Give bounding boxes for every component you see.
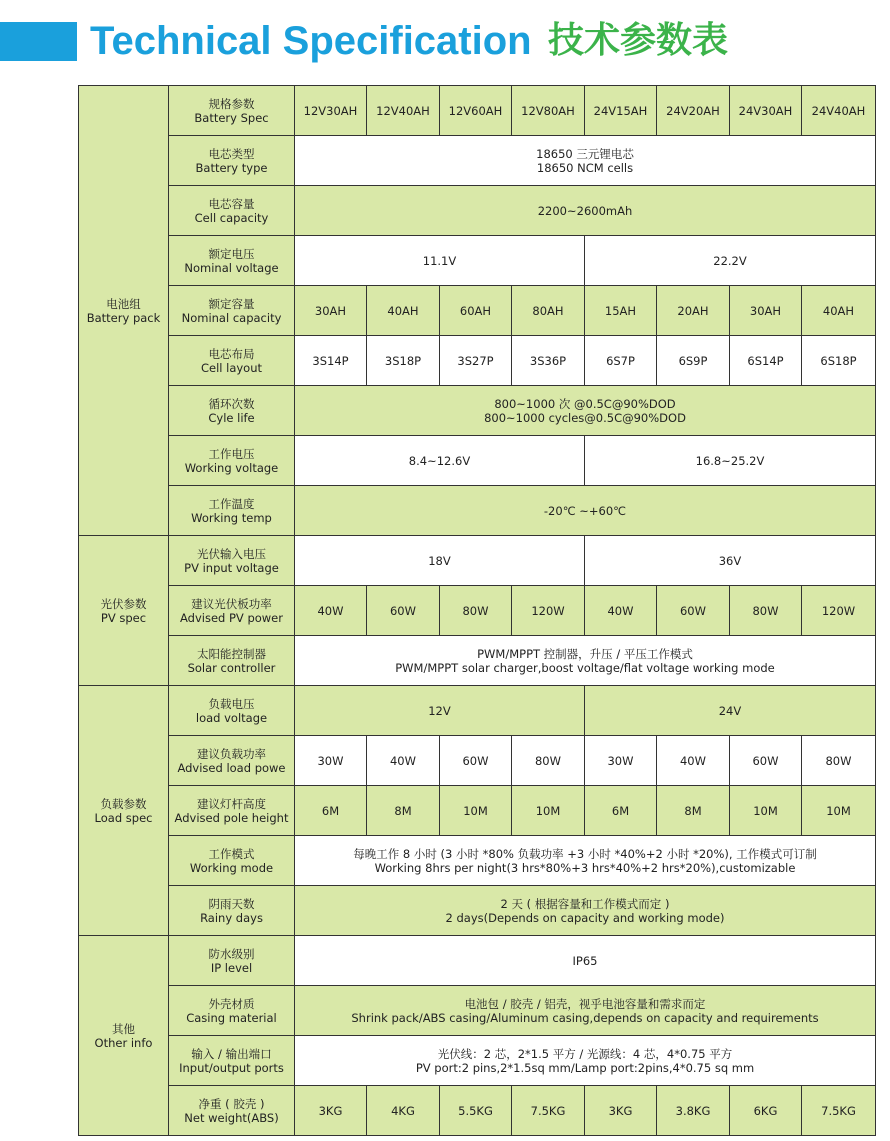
- cell-text: 2 days(Depends on capacity and working mode): [445, 910, 725, 925]
- cell-text: 18650 NCM cells: [536, 160, 634, 175]
- cell-text: 7.5KG: [821, 1103, 856, 1118]
- value-cell: [802, 1086, 876, 1136]
- cell-text: 24V: [718, 703, 742, 718]
- value-cell: [802, 336, 876, 386]
- table-row: [79, 286, 876, 336]
- cell-text: 6M: [611, 803, 630, 818]
- param-label-cell: [169, 386, 295, 436]
- cell-text: 80W: [534, 753, 561, 768]
- group-label-cn: 其他: [112, 1021, 135, 1036]
- param-label-en: PV input voltage: [184, 560, 279, 575]
- value-cell: [730, 586, 802, 636]
- accent-bar: [0, 22, 77, 61]
- value-cell: [585, 286, 657, 336]
- param-label-en: Advised pole height: [174, 810, 289, 825]
- value-cell: [512, 586, 585, 636]
- cell-text: 800~1000 cycles@0.5C@90%DOD: [484, 410, 686, 425]
- param-label-en: Working mode: [189, 860, 274, 875]
- param-label-cn: 太阳能控制器: [197, 646, 266, 661]
- value-cell: [585, 1086, 657, 1136]
- param-label-en: load voltage: [195, 710, 268, 725]
- table-row: [79, 936, 876, 986]
- param-label-cell: [169, 186, 295, 236]
- group-label-cell: [79, 686, 169, 936]
- cell-text: -20℃ ~+60℃: [543, 503, 627, 518]
- cell-text: 2 天 ( 根据容量和工作模式而定 ): [500, 896, 670, 911]
- value-cell: [295, 836, 876, 886]
- param-label-cell: [169, 986, 295, 1036]
- spec-table: [78, 85, 876, 1136]
- cell-text: 40AH: [822, 303, 855, 318]
- param-label-cell: [169, 786, 295, 836]
- cell-text: 7.5KG: [530, 1103, 566, 1118]
- value-cell: [295, 586, 367, 636]
- value-cell: [802, 786, 876, 836]
- table-row: [79, 336, 876, 386]
- param-label-en: Battery Spec: [194, 110, 269, 125]
- value-cell: [585, 436, 876, 486]
- value-cell: [440, 86, 512, 136]
- value-cell: [295, 286, 367, 336]
- page-header: [0, 0, 890, 80]
- table-row: [79, 1036, 876, 1086]
- param-label-cn: 建议灯杆高度: [197, 796, 266, 811]
- cell-text: 30AH: [749, 303, 782, 318]
- cell-text: 40W: [317, 603, 344, 618]
- cell-text: 18V: [428, 553, 451, 568]
- param-label-cell: [169, 536, 295, 586]
- cell-text: 24V15AH: [593, 103, 648, 118]
- param-label-cn: 阴雨天数: [208, 896, 255, 911]
- cell-text: 5.5KG: [458, 1103, 493, 1118]
- cell-text: 4KG: [391, 1103, 415, 1118]
- param-label-cn: 电芯布局: [208, 346, 255, 361]
- param-label-cell: [169, 136, 295, 186]
- table-row: [79, 686, 876, 736]
- value-cell: [512, 736, 585, 786]
- cell-text: 80AH: [532, 303, 564, 318]
- param-label-cn: 外壳材质: [208, 996, 255, 1011]
- value-cell: [585, 786, 657, 836]
- cell-text: PWM/MPPT solar charger,boost voltage/flat voltage working mode: [395, 660, 775, 675]
- param-label-cell: [169, 686, 295, 736]
- table-row: [79, 186, 876, 236]
- cell-text: 8M: [394, 803, 412, 818]
- param-label-en: Advised PV power: [180, 610, 283, 625]
- value-cell: [512, 86, 585, 136]
- param-label-en: Cell layout: [200, 360, 263, 375]
- value-cell: [295, 986, 876, 1036]
- cell-text: 20AH: [677, 303, 709, 318]
- table-row: [79, 736, 876, 786]
- param-label-en: Casing material: [186, 1010, 277, 1025]
- param-label-en: Cyle life: [208, 410, 255, 425]
- value-cell: [802, 286, 876, 336]
- cell-text: 40W: [679, 753, 706, 768]
- cell-text: 10M: [753, 803, 778, 818]
- table-row: [79, 886, 876, 936]
- param-label-en: Cell capacity: [194, 210, 269, 225]
- cell-text: 60W: [679, 603, 706, 618]
- cell-text: 30W: [607, 753, 634, 768]
- value-cell: [367, 86, 440, 136]
- cell-text: 120W: [821, 603, 856, 618]
- cell-text: 10M: [826, 803, 851, 818]
- value-cell: [295, 686, 585, 736]
- param-label-en: Nominal capacity: [181, 310, 282, 325]
- spec-table-body: [79, 86, 876, 1136]
- value-cell: [512, 286, 585, 336]
- cell-text: PWM/MPPT 控制器，升压 / 平压工作模式: [477, 646, 693, 661]
- value-cell: [730, 336, 802, 386]
- table-row: [79, 636, 876, 686]
- cell-text: 3S27P: [457, 353, 494, 368]
- value-cell: [367, 736, 440, 786]
- param-label-en: Rainy days: [200, 910, 263, 925]
- cell-text: 15AH: [604, 303, 637, 318]
- value-cell: [295, 236, 585, 286]
- table-row: [79, 436, 876, 486]
- table-row: [79, 786, 876, 836]
- value-cell: [295, 786, 367, 836]
- param-label-cn: 负载电压: [208, 696, 255, 711]
- cell-text: 3S18P: [384, 353, 422, 368]
- value-cell: [585, 686, 876, 736]
- group-label-en: Load spec: [94, 810, 153, 825]
- param-label-cell: [169, 486, 295, 536]
- param-label-cn: 循环次数: [208, 396, 255, 411]
- value-cell: [512, 336, 585, 386]
- value-cell: [802, 86, 876, 136]
- page-title-cn: 技术参数表: [548, 20, 729, 61]
- value-cell: [657, 786, 730, 836]
- value-cell: [657, 586, 730, 636]
- param-label-en: Solar controller: [187, 660, 276, 675]
- param-label-cell: [169, 1086, 295, 1136]
- param-label-cn: 建议光伏板功率: [191, 596, 272, 611]
- value-cell: [295, 736, 367, 786]
- cell-text: 光伏线：2 芯，2*1.5 平方 / 光源线：4 芯，4*0.75 平方: [437, 1046, 733, 1061]
- table-row: [79, 86, 876, 136]
- param-label-cell: [169, 236, 295, 286]
- group-label-cn: 负载参数: [100, 796, 147, 811]
- value-cell: [295, 336, 367, 386]
- table-row: [79, 1086, 876, 1136]
- value-cell: [730, 286, 802, 336]
- value-cell: [440, 286, 512, 336]
- cell-text: 10M: [535, 803, 561, 818]
- param-label-cn: 额定电压: [208, 246, 255, 261]
- value-cell: [802, 736, 876, 786]
- table-row: [79, 536, 876, 586]
- param-label-cn: 额定容量: [208, 296, 255, 311]
- group-label-cell: [79, 86, 169, 536]
- param-label-cn: 工作温度: [208, 496, 255, 511]
- cell-text: 40AH: [387, 303, 419, 318]
- cell-text: 电池包 / 胶壳 / 铝壳，视乎电池容量和需求而定: [464, 996, 706, 1011]
- cell-text: 3S36P: [529, 353, 567, 368]
- cell-text: 6S7P: [606, 353, 635, 368]
- value-cell: [367, 336, 440, 386]
- cell-text: 24V20AH: [666, 103, 720, 118]
- param-label-cell: [169, 636, 295, 686]
- value-cell: [367, 286, 440, 336]
- cell-text: 60AH: [459, 303, 492, 318]
- cell-text: IP65: [572, 953, 598, 968]
- cell-text: 3.8KG: [675, 1103, 711, 1118]
- param-label-cn: 输入 / 输出端口: [191, 1046, 272, 1061]
- cell-text: 12V: [428, 703, 451, 718]
- value-cell: [512, 1086, 585, 1136]
- group-label-cell: [79, 936, 169, 1136]
- cell-text: 80W: [825, 753, 852, 768]
- cell-text: 8M: [684, 803, 702, 818]
- cell-text: 120W: [531, 603, 565, 618]
- value-cell: [440, 786, 512, 836]
- value-cell: [512, 786, 585, 836]
- cell-text: 60W: [389, 603, 416, 618]
- param-label-cell: [169, 836, 295, 886]
- cell-text: 40W: [389, 753, 416, 768]
- param-label-cn: 电芯容量: [208, 196, 255, 211]
- value-cell: [730, 1086, 802, 1136]
- cell-text: 2200~2600mAh: [537, 203, 633, 218]
- param-label-cn: 规格参数: [208, 96, 255, 111]
- value-cell: [295, 186, 876, 236]
- param-label-en: Working voltage: [184, 460, 279, 475]
- param-label-cell: [169, 286, 295, 336]
- cell-text: 36V: [718, 553, 742, 568]
- param-label-cell: [169, 886, 295, 936]
- group-label-cell: [79, 536, 169, 686]
- table-row: [79, 236, 876, 286]
- param-label-cn: 净重 ( 胶壳 ): [198, 1096, 265, 1111]
- group-label-en: Other info: [94, 1035, 153, 1050]
- value-cell: [295, 486, 876, 536]
- value-cell: [657, 1086, 730, 1136]
- value-cell: [657, 336, 730, 386]
- group-label-cn: 电池组: [106, 296, 141, 311]
- value-cell: [295, 386, 876, 436]
- value-cell: [367, 1086, 440, 1136]
- cell-text: 30W: [317, 753, 344, 768]
- value-cell: [730, 736, 802, 786]
- value-cell: [585, 586, 657, 636]
- param-label-cn: 工作模式: [208, 846, 255, 861]
- table-row: [79, 986, 876, 1036]
- param-label-cell: [169, 86, 295, 136]
- value-cell: [440, 736, 512, 786]
- group-label-cn: 光伏参数: [100, 596, 147, 611]
- cell-text: 24V30AH: [738, 103, 793, 118]
- param-label-en: Battery type: [195, 160, 268, 175]
- table-row: [79, 486, 876, 536]
- value-cell: [440, 586, 512, 636]
- page-title-en: Technical Specification: [90, 19, 532, 63]
- cell-text: PV port:2 pins,2*1.5sq mm/Lamp port:2pins,4*0.75 sq mm: [415, 1060, 755, 1075]
- cell-text: 18650 三元锂电芯: [536, 146, 634, 161]
- table-row: [79, 386, 876, 436]
- param-label-cn: 建议负载功率: [197, 746, 266, 761]
- cell-text: 10M: [463, 803, 488, 818]
- cell-text: 6M: [321, 803, 340, 818]
- cell-text: 40W: [607, 603, 634, 618]
- cell-text: 800~1000 次 @0.5C@90%DOD: [494, 396, 676, 411]
- param-label-cell: [169, 736, 295, 786]
- param-label-en: Working temp: [191, 510, 272, 525]
- param-label-en: Nominal voltage: [184, 260, 279, 275]
- param-label-cell: [169, 936, 295, 986]
- cell-text: 30AH: [314, 303, 347, 318]
- value-cell: [802, 586, 876, 636]
- cell-text: 12V40AH: [376, 103, 430, 118]
- cell-text: 16.8~25.2V: [695, 453, 765, 468]
- cell-text: 12V30AH: [303, 103, 358, 118]
- cell-text: 22.2V: [713, 253, 747, 268]
- param-label-en: Input/output ports: [179, 1060, 284, 1075]
- table-row: [79, 836, 876, 886]
- cell-text: 12V60AH: [448, 103, 503, 118]
- param-label-cn: 工作电压: [208, 446, 255, 461]
- param-label-cn: 防水级别: [208, 946, 255, 961]
- param-label-cn: 光伏输入电压: [197, 546, 266, 561]
- value-cell: [295, 936, 876, 986]
- value-cell: [730, 86, 802, 136]
- value-cell: [657, 736, 730, 786]
- table-row: [79, 586, 876, 636]
- cell-text: Working 8hrs per night(3 hrs*80%+3 hrs*40%+2 hrs*20%),customizable: [374, 860, 796, 875]
- value-cell: [295, 636, 876, 686]
- cell-text: 6S14P: [747, 353, 784, 368]
- value-cell: [585, 536, 876, 586]
- value-cell: [585, 86, 657, 136]
- cell-text: 3KG: [608, 1103, 633, 1118]
- value-cell: [295, 136, 876, 186]
- param-label-en: IP level: [210, 960, 253, 975]
- cell-text: 12V80AH: [521, 103, 575, 118]
- cell-text: 6S18P: [820, 353, 857, 368]
- value-cell: [295, 536, 585, 586]
- value-cell: [585, 336, 657, 386]
- cell-text: 60W: [462, 753, 489, 768]
- value-cell: [657, 286, 730, 336]
- cell-text: 6S9P: [678, 353, 708, 368]
- group-label-en: PV spec: [100, 610, 147, 625]
- cell-text: 11.1V: [422, 253, 457, 268]
- value-cell: [440, 1086, 512, 1136]
- table-row: [79, 136, 876, 186]
- value-cell: [585, 736, 657, 786]
- value-cell: [295, 86, 367, 136]
- param-label-cell: [169, 336, 295, 386]
- cell-text: 60W: [752, 753, 779, 768]
- param-label-cell: [169, 436, 295, 486]
- value-cell: [295, 1086, 367, 1136]
- param-label-cell: [169, 586, 295, 636]
- value-cell: [367, 786, 440, 836]
- cell-text: 6KG: [753, 1103, 778, 1118]
- cell-text: 8.4~12.6V: [408, 453, 471, 468]
- cell-text: Shrink pack/ABS casing/Aluminum casing,depends on capacity and requirements: [351, 1010, 819, 1025]
- cell-text: 3KG: [318, 1103, 343, 1118]
- value-cell: [730, 786, 802, 836]
- param-label-en: Net weight(ABS): [184, 1110, 279, 1125]
- value-cell: [657, 86, 730, 136]
- group-label-en: Battery pack: [86, 310, 161, 325]
- param-label-en: Advised load powe: [177, 760, 286, 775]
- cell-text: 每晚工作 8 小时 (3 小时 *80% 负载功率 +3 小时 *40%+2 小时 *20%), 工作模式可订制: [353, 846, 817, 861]
- cell-text: 3S14P: [312, 353, 349, 368]
- value-cell: [295, 436, 585, 486]
- param-label-cn: 电芯类型: [208, 146, 255, 161]
- value-cell: [295, 886, 876, 936]
- value-cell: [440, 336, 512, 386]
- value-cell: [585, 236, 876, 286]
- value-cell: [367, 586, 440, 636]
- cell-text: 24V40AH: [811, 103, 866, 118]
- value-cell: [295, 1036, 876, 1086]
- cell-text: 80W: [752, 603, 779, 618]
- param-label-cell: [169, 1036, 295, 1086]
- cell-text: 80W: [462, 603, 489, 618]
